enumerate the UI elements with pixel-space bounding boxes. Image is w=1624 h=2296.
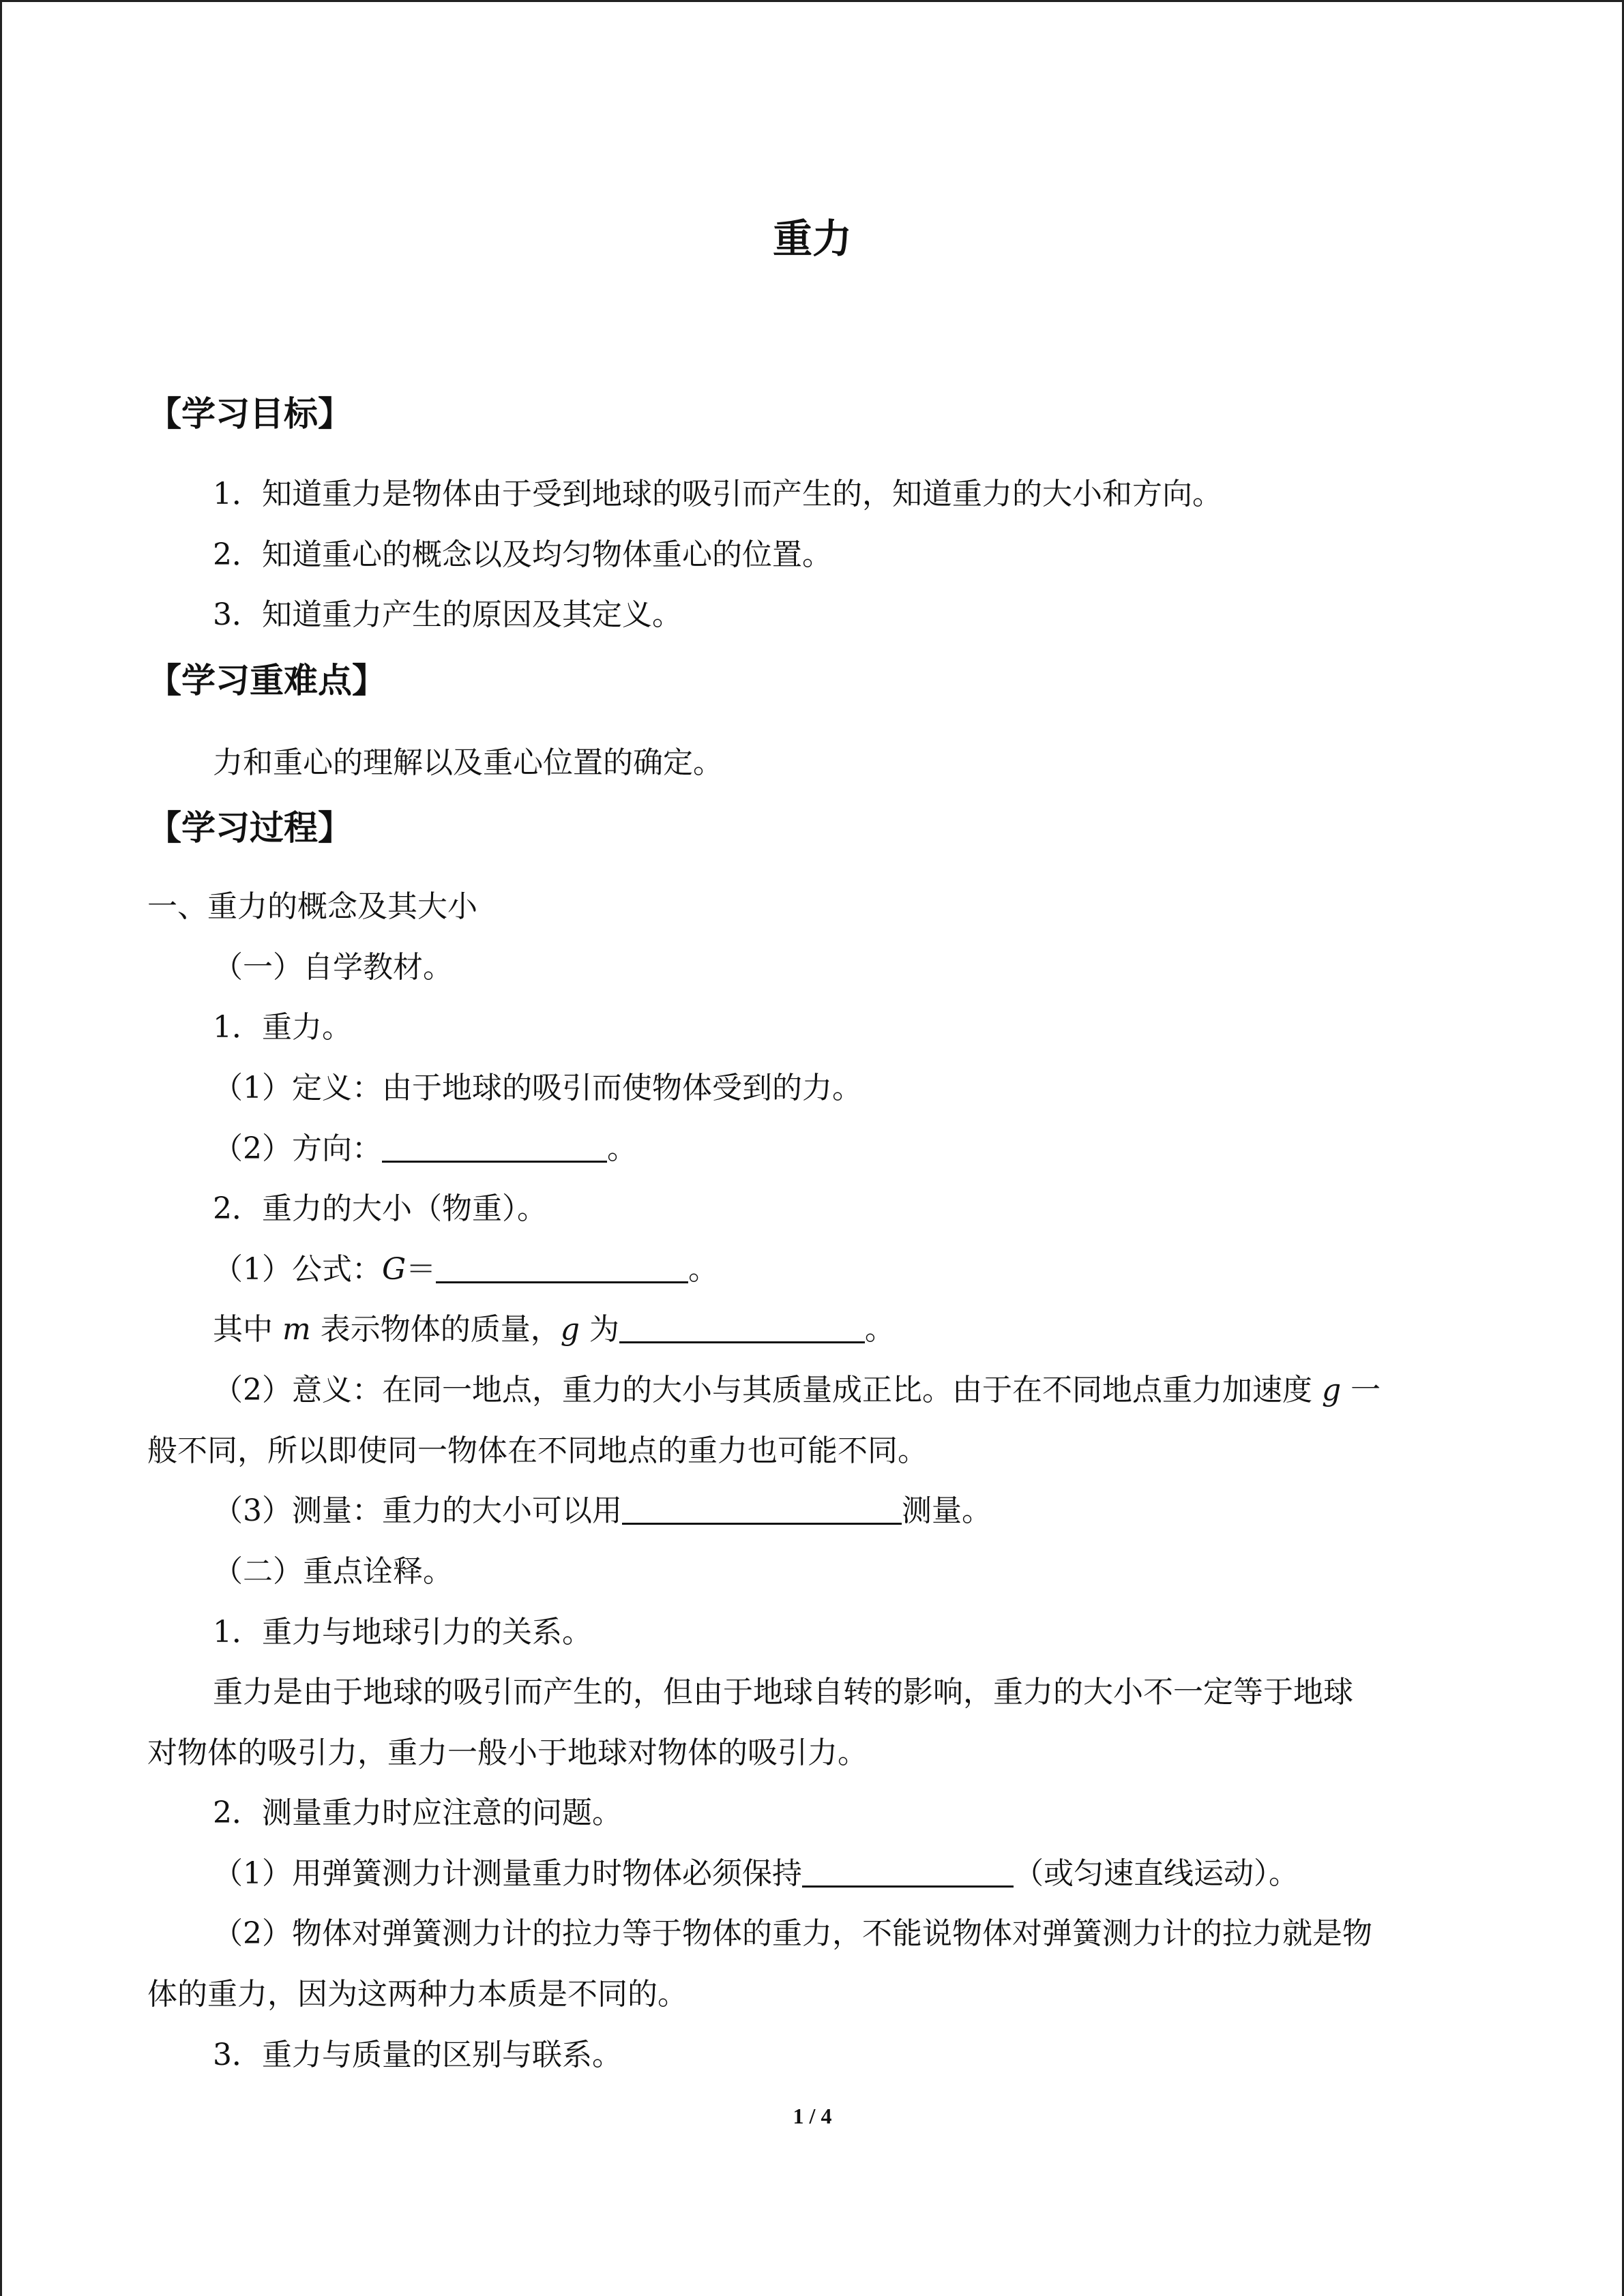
heading-process: 【学习过程】 [147,808,352,848]
meaning-line-1 [213,1370,1381,1411]
measurement-label: （3）测量：重力的大小可以用 [213,1493,622,1528]
difficulty-text: 力和重心的理解以及重心位置的确定。 [213,745,723,780]
item-gravity: 1．重力。 [213,1010,352,1045]
note-var-g: g [560,1312,580,1347]
page-title: 重力 [772,215,852,262]
measurement-suffix: 测量。 [902,1493,992,1528]
meaning-line-2: 般不同，所以即使同一物体在不同地点的重力也可能不同。 [147,1433,928,1468]
formula-label: （1）公式： [213,1252,382,1287]
formula-equals: ＝ [406,1252,437,1287]
heading-goals: 【学习目标】 [147,394,352,434]
item-measurement [213,1491,992,1532]
point-2-1-label: （1）用弹簧测力计测量重力时物体必须保持 [213,1856,802,1891]
point-1-line-2: 对物体的吸引力，重力一般小于地球对物体的吸引力。 [147,1735,868,1770]
part1-title: 一、重力的概念及其大小 [147,889,477,924]
point-2-1 [213,1853,1299,1894]
meaning-suffix: 一 [1350,1373,1381,1407]
point-1-line-1: 重力是由于地球的吸引而产生的，但由于地球自转的影响，重力的大小不一定等于地球 [213,1675,1353,1710]
note-var-m: m [282,1312,311,1347]
point-2-2-line-1: （2）物体对弹簧测力计的拉力等于物体的重力，不能说物体对弹簧测力计的拉力就是物 [213,1916,1372,1951]
point-2-2-line-2: 体的重力，因为这两种力本质是不同的。 [147,1977,688,2012]
point-2-1-suffix: （或匀速直线运动）。 [1014,1856,1299,1891]
page-number: 1 / 4 [793,2104,832,2128]
meaning-text: （2）意义：在同一地点，重力的大小与其质量成正比。由于在不同地点重力加速度 [213,1373,1312,1407]
sub-heading-key-points: （二）重点诠释。 [213,1554,453,1589]
point-3-title: 3．重力与质量的区别与联系。 [213,2038,622,2072]
goal-item-2: 2．知道重心的概念以及均匀物体重心的位置。 [213,537,832,572]
sub-heading-self-study: （一）自学教材。 [213,950,453,985]
formula-var-g: G [382,1252,407,1287]
point-2-title: 2．测量重力时应注意的问题。 [213,1795,622,1830]
goal-item-3: 3．知道重力产生的原因及其定义。 [213,597,682,632]
formula-suffix: 。 [688,1252,719,1287]
item-direction [213,1129,637,1169]
note-prefix: 其中 [213,1312,273,1347]
g-blank[interactable] [619,1311,865,1343]
item-definition: （1）定义：由于地球的吸引而使物体受到的力。 [213,1071,862,1105]
heading-difficulty: 【学习重难点】 [147,661,386,700]
note-suffix: 。 [864,1312,895,1347]
item-formula [213,1249,718,1290]
document-page [147,0,1477,2296]
state-blank[interactable] [802,1855,1014,1888]
item-magnitude: 2．重力的大小（物重）。 [213,1191,547,1226]
direction-suffix: 。 [607,1131,637,1166]
point-1-title: 1．重力与地球引力的关系。 [213,1615,592,1650]
goal-item-1: 1．知道重力是物体由于受到地球的吸引而产生的，知道重力的大小和方向。 [213,477,1222,511]
direction-blank[interactable] [382,1131,607,1163]
formula-blank[interactable] [436,1251,688,1283]
direction-label: （2）方向： [213,1131,382,1166]
meaning-var-g: g [1322,1373,1342,1407]
note-mid: 表示物体的质量， [320,1312,561,1347]
note-mid2: 为 [589,1312,619,1347]
measurement-blank[interactable] [622,1493,902,1525]
note-mass-g [213,1309,895,1350]
